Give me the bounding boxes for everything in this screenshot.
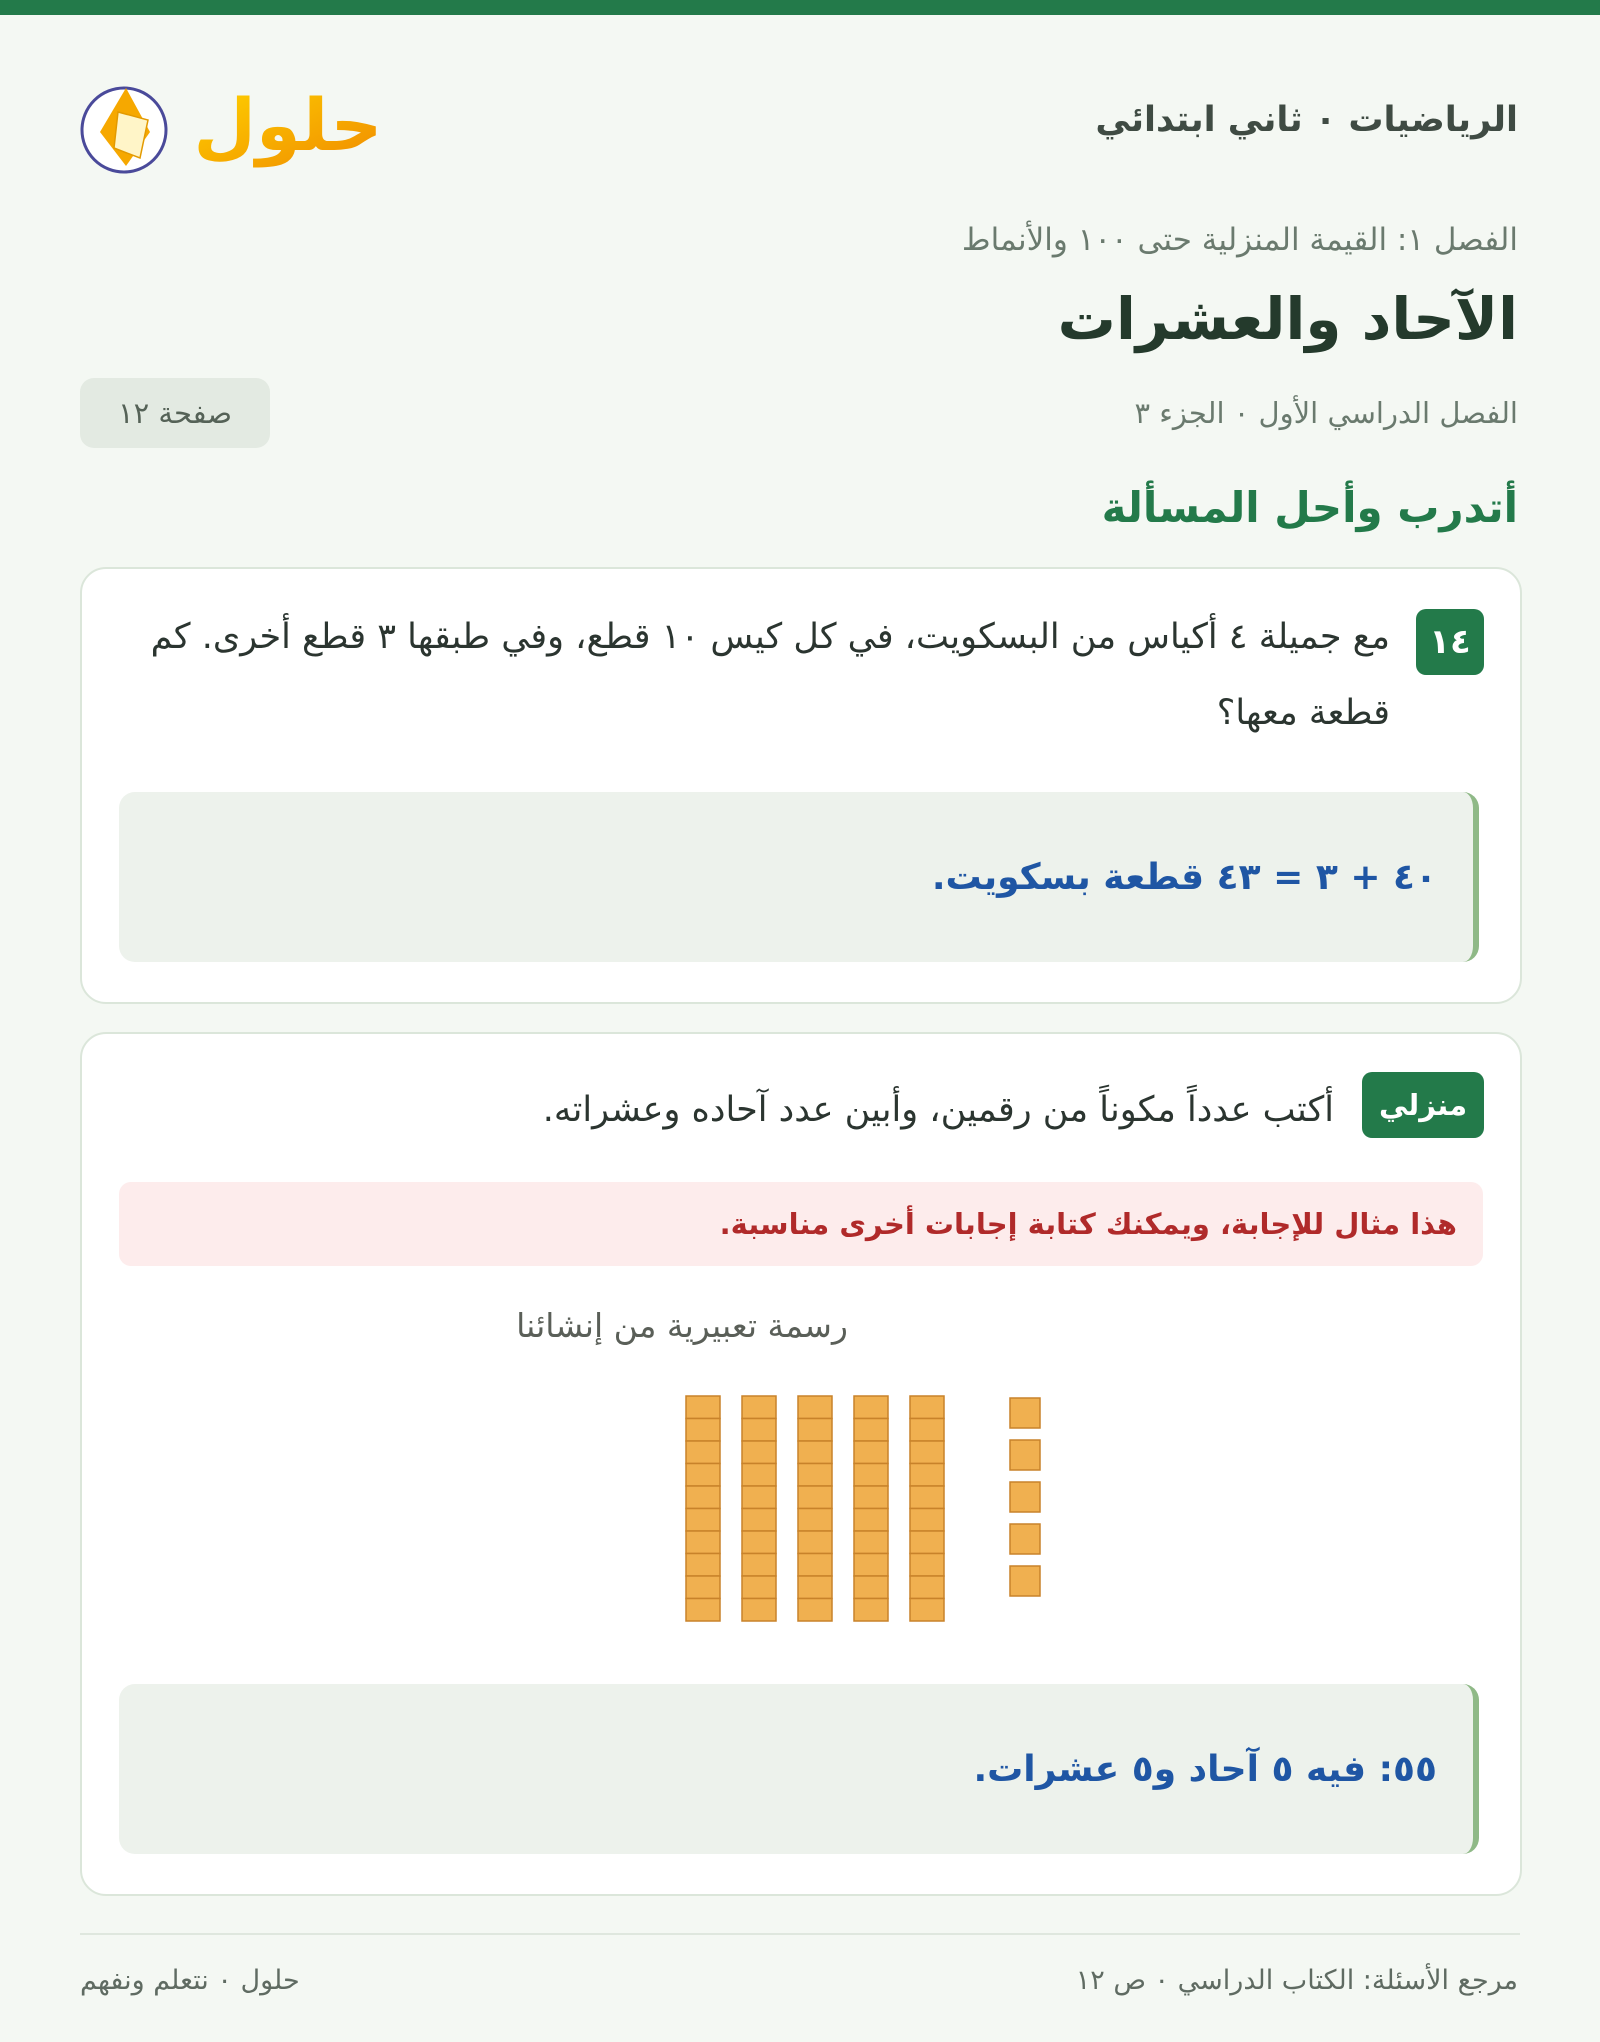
page-number-badge: صفحة ١٢ xyxy=(80,378,270,448)
ones-cube xyxy=(1010,1398,1040,1428)
hulul-logo[interactable] xyxy=(78,62,383,182)
tens-rod xyxy=(742,1396,776,1621)
base-ten-blocks-figure xyxy=(602,1394,1062,1634)
tens-rod xyxy=(910,1396,944,1621)
page-title: الآحاد والعشرات xyxy=(1057,285,1518,353)
homework-badge: منزلي xyxy=(1362,1072,1484,1138)
answer-box xyxy=(119,1684,1479,1854)
subject-grade: الرياضيات ٠ ثاني ابتدائي xyxy=(1095,100,1518,140)
footer-divider xyxy=(80,1933,1520,1935)
section-title: أتدرب وأحل المسألة xyxy=(1101,483,1518,532)
footer-reference: مرجع الأسئلة: الكتاب الدراسي ٠ ص ١٢ xyxy=(1075,1965,1518,1996)
tens-rod xyxy=(798,1396,832,1621)
question-text: أكتب عدداً مكوناً من رقمين، وأبين عدد آحاده وعشراته. xyxy=(542,1090,1334,1130)
chapter-label: الفصل ١: القيمة المنزلية حتى ١٠٠ والأنماط xyxy=(961,222,1518,258)
problem-card-14 xyxy=(80,567,1522,1004)
problem-number-badge: ١٤ xyxy=(1416,609,1484,675)
answer-text: ٥٥: فيه ٥ آحاد و٥ عشرات. xyxy=(973,1748,1437,1790)
question-text: مع جميلة ٤ أكياس من البسكويت، في كل كيس ١٠ قطع، وفي طبقها ٣ قطع أخرى. كم قطعة معها؟ xyxy=(150,617,1390,733)
tens-rod xyxy=(686,1396,720,1621)
problem-card-homework xyxy=(80,1032,1522,1896)
ones-cube xyxy=(1010,1566,1040,1596)
ones-cube xyxy=(1010,1482,1040,1512)
figure-caption: رسمة تعبيرية من إنشائنا xyxy=(516,1306,848,1345)
tens-rod xyxy=(854,1396,888,1621)
logo-wordmark: حلول xyxy=(193,83,383,167)
answer-box xyxy=(119,792,1479,962)
example-note xyxy=(119,1182,1483,1266)
note-text: هذا مثال للإجابة، ويمكنك كتابة إجابات أخرى مناسبة. xyxy=(719,1207,1457,1241)
answer-text: ٤٠ + ٣ = ٤٣ قطعة بسكويت. xyxy=(931,856,1437,898)
top-accent-bar xyxy=(0,0,1600,15)
footer-brand: حلول ٠ نتعلم ونفهم xyxy=(80,1965,300,1996)
ones-cube xyxy=(1010,1440,1040,1470)
ones-cube xyxy=(1010,1524,1040,1554)
term-label: الفصل الدراسي الأول ٠ الجزء ٣ xyxy=(1134,396,1518,430)
